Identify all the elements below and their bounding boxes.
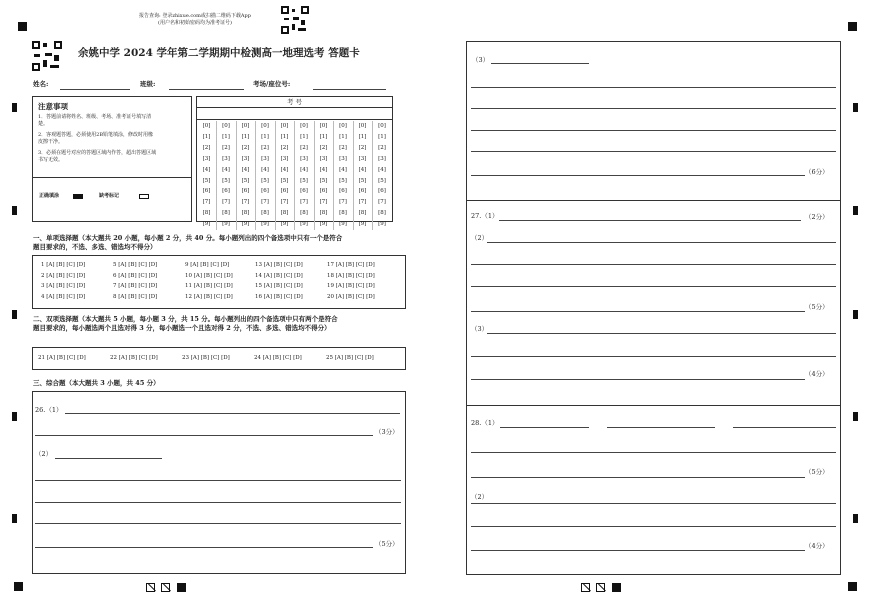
- answer-line[interactable]: [65, 413, 400, 414]
- digit-bubble[interactable]: [2]: [358, 144, 367, 151]
- digit-bubble[interactable]: [8]: [261, 210, 269, 217]
- digit-bubble[interactable]: [7]: [222, 199, 230, 206]
- digit-bubble[interactable]: [0]: [300, 123, 308, 129]
- answer-line[interactable]: [471, 108, 836, 109]
- digit-bubble[interactable]: [9]: [358, 221, 367, 228]
- digit-bubble[interactable]: [0]: [319, 123, 328, 129]
- digit-bubble[interactable]: [1]: [222, 133, 230, 140]
- answer-line[interactable]: [471, 477, 805, 478]
- answer-line[interactable]: [471, 286, 836, 287]
- section3-title: 三、综合题（本大题共 3 小题，共 45 分）: [33, 379, 160, 387]
- score-label: （5分）: [805, 468, 829, 476]
- digit-bubble[interactable]: [2]: [280, 144, 289, 151]
- exam-number-column: [353, 121, 373, 230]
- exam-number-column: [197, 121, 217, 230]
- digit-bubble[interactable]: [1]: [378, 133, 386, 140]
- exam-number-column: [334, 121, 354, 230]
- digit-bubble[interactable]: [6]: [222, 188, 230, 195]
- digit-bubble[interactable]: [1]: [241, 133, 250, 140]
- choice-item[interactable]: 2 [A] [B] [C] [D]: [41, 272, 86, 279]
- digit-bubble[interactable]: [4]: [202, 166, 211, 173]
- digit-bubble[interactable]: [3]: [241, 155, 250, 162]
- class-label: 班级:: [140, 80, 156, 88]
- digit-bubble[interactable]: [5]: [378, 177, 386, 184]
- choice-item[interactable]: 13 [A] [B] [C] [D]: [255, 262, 303, 268]
- section1-answer-box: [32, 255, 406, 309]
- q26-answer-box: [32, 391, 406, 574]
- class-field[interactable]: [169, 89, 244, 90]
- score-label: （5分）: [375, 540, 399, 548]
- digit-bubble[interactable]: [0]: [261, 123, 269, 129]
- exam-number-column: [236, 121, 256, 230]
- digit-bubble[interactable]: [8]: [378, 210, 386, 217]
- digit-bubble[interactable]: [9]: [300, 221, 308, 228]
- digit-bubble[interactable]: [4]: [261, 166, 269, 173]
- digit-bubble[interactable]: [2]: [339, 144, 347, 151]
- digit-bubble[interactable]: [6]: [300, 188, 308, 195]
- answer-line[interactable]: [491, 63, 589, 64]
- score-label: （5分）: [805, 303, 829, 311]
- absent-mark-label: 缺考标记: [99, 193, 120, 199]
- digit-bubble[interactable]: [6]: [280, 188, 289, 195]
- answer-line[interactable]: [499, 220, 801, 221]
- digit-bubble[interactable]: [9]: [378, 221, 386, 228]
- choice-item[interactable]: 16 [A] [B] [C] [D]: [255, 293, 303, 300]
- digit-bubble[interactable]: [9]: [241, 221, 250, 228]
- exam-number-column: [256, 121, 276, 230]
- digit-bubble[interactable]: [7]: [300, 199, 308, 206]
- exam-number-column: [373, 121, 392, 230]
- digit-bubble[interactable]: [5]: [241, 177, 250, 184]
- choice-item[interactable]: 1 [A] [B] [C] [D]: [41, 262, 86, 268]
- digit-bubble[interactable]: [8]: [300, 210, 308, 217]
- digit-bubble[interactable]: [8]: [339, 210, 347, 217]
- timing-mark: [12, 412, 17, 421]
- digit-bubble[interactable]: [5]: [261, 177, 269, 184]
- section1-title: 一、单项选择题（本大题共 20 小题，每小题 2 分，共 40 分。每小题列出的四个备选项中只有一个是符合 题目要求的，不选、多选、错选均不得分）: [33, 234, 343, 251]
- digit-bubble[interactable]: [7]: [241, 199, 250, 206]
- q27-part2-label: （2）: [471, 234, 489, 242]
- choice-item[interactable]: 11 [A] [B] [C] [D]: [185, 283, 233, 289]
- answer-line[interactable]: [471, 130, 836, 131]
- qr-code-icon: [281, 6, 309, 34]
- answer-line[interactable]: [35, 547, 373, 548]
- digit-bubble[interactable]: [0]: [378, 123, 386, 129]
- answer-line[interactable]: [471, 503, 836, 504]
- digit-bubble[interactable]: [9]: [319, 221, 328, 228]
- page-mark: [177, 583, 186, 592]
- choice-item[interactable]: 23 [A] [B] [C] [D]: [182, 355, 230, 361]
- digit-bubble[interactable]: [7]: [261, 199, 269, 206]
- exam-number-column: [275, 121, 295, 230]
- q26-part3-label: （3）: [472, 56, 490, 64]
- answer-line[interactable]: [471, 550, 805, 551]
- digit-bubble[interactable]: [2]: [319, 144, 328, 151]
- choice-item[interactable]: 18 [A] [B] [C] [D]: [327, 272, 375, 279]
- answer-line[interactable]: [471, 526, 836, 527]
- timing-mark: [848, 22, 857, 31]
- page-mark: [612, 583, 621, 592]
- notes-item: 2．客观题答题，必须使用2B铅笔填涂，修改时用橡皮擦干净。: [38, 132, 154, 145]
- digit-bubble[interactable]: [1]: [319, 133, 328, 140]
- digit-bubble[interactable]: [3]: [222, 155, 230, 162]
- digit-bubble[interactable]: [5]: [222, 177, 230, 184]
- digit-bubble[interactable]: [1]: [261, 133, 269, 140]
- digit-bubble[interactable]: [0]: [202, 123, 211, 129]
- digit-bubble[interactable]: [5]: [202, 177, 211, 184]
- name-label: 姓名:: [33, 80, 49, 88]
- page-title: 余姚中学 2024 学年第二学期期中检测高一地理选考 答题卡: [78, 47, 360, 59]
- digit-bubble[interactable]: [6]: [261, 188, 269, 195]
- digit-bubble[interactable]: [1]: [202, 133, 211, 140]
- q26-part2-label: （2）: [35, 450, 53, 458]
- answer-line[interactable]: [500, 427, 589, 428]
- digit-bubble[interactable]: [0]: [339, 123, 347, 129]
- score-label: （2分）: [805, 213, 829, 221]
- digit-bubble[interactable]: [5]: [300, 177, 308, 184]
- answer-line[interactable]: [55, 458, 162, 459]
- digit-bubble[interactable]: [3]: [378, 155, 386, 162]
- digit-bubble[interactable]: [5]: [319, 177, 328, 184]
- choice-item[interactable]: 14 [A] [B] [C] [D]: [255, 272, 303, 279]
- report-notice: 报告查询: 登录zhixue.com或扫描二维码下载App (用户名和初始密码均为准考证号): [139, 13, 251, 26]
- digit-bubble[interactable]: [1]: [339, 133, 347, 140]
- answer-line[interactable]: [471, 175, 805, 176]
- answer-line[interactable]: [471, 151, 836, 152]
- notes-item: 1．答题前请将姓名、班级、考场、准考证号填写清楚。: [38, 114, 152, 127]
- digit-bubble[interactable]: [3]: [280, 155, 289, 162]
- digit-bubble[interactable]: [7]: [319, 199, 328, 206]
- digit-bubble[interactable]: [4]: [300, 166, 308, 173]
- digit-bubble[interactable]: [1]: [300, 133, 308, 140]
- digit-bubble[interactable]: [5]: [358, 177, 367, 184]
- digit-bubble[interactable]: [0]: [280, 123, 289, 129]
- choice-item[interactable]: 3 [A] [B] [C] [D]: [41, 283, 86, 289]
- digit-bubble[interactable]: [8]: [319, 210, 328, 217]
- seat-label: 考场/座位号:: [253, 80, 291, 88]
- choice-item[interactable]: 5 [A] [B] [C] [D]: [113, 262, 158, 268]
- digit-bubble[interactable]: [6]: [319, 188, 328, 195]
- choice-item[interactable]: 7 [A] [B] [C] [D]: [113, 283, 158, 289]
- timing-mark: [12, 310, 17, 319]
- digit-bubble[interactable]: [4]: [319, 166, 328, 173]
- q27-label: 27.（1）: [471, 212, 499, 220]
- answer-line[interactable]: [471, 356, 836, 357]
- answer-line[interactable]: [733, 427, 836, 428]
- section2-answer-box: [32, 347, 406, 370]
- digit-bubble[interactable]: [3]: [358, 155, 367, 162]
- timing-mark: [853, 103, 858, 112]
- digit-bubble[interactable]: [2]: [261, 144, 269, 151]
- answer-line[interactable]: [607, 427, 715, 428]
- choice-item[interactable]: 19 [A] [B] [C] [D]: [327, 283, 375, 289]
- digit-bubble[interactable]: [3]: [339, 155, 347, 162]
- digit-bubble[interactable]: [8]: [358, 210, 367, 217]
- digit-bubble[interactable]: [8]: [202, 210, 211, 217]
- digit-bubble[interactable]: [3]: [202, 155, 211, 162]
- choice-item[interactable]: 17 [A] [B] [C] [D]: [327, 262, 375, 268]
- digit-bubble[interactable]: [2]: [241, 144, 250, 151]
- digit-bubble[interactable]: [1]: [358, 133, 367, 140]
- digit-bubble[interactable]: [8]: [280, 210, 289, 217]
- digit-bubble[interactable]: [0]: [358, 123, 367, 129]
- digit-bubble[interactable]: [6]: [339, 188, 347, 195]
- choice-item[interactable]: 10 [A] [B] [C] [D]: [185, 272, 233, 279]
- digit-bubble[interactable]: [6]: [241, 188, 250, 195]
- digit-bubble[interactable]: [0]: [241, 123, 250, 129]
- answer-line[interactable]: [471, 452, 836, 453]
- score-label: （4分）: [805, 370, 829, 378]
- digit-bubble[interactable]: [2]: [202, 144, 211, 151]
- digit-bubble[interactable]: [4]: [241, 166, 250, 173]
- exam-number-grid: [196, 96, 393, 228]
- answer-line[interactable]: [471, 87, 836, 88]
- answer-line[interactable]: [35, 480, 401, 481]
- score-label: （3分）: [375, 428, 399, 436]
- notes-title: 注意事项: [38, 102, 68, 111]
- digit-bubble[interactable]: [5]: [339, 177, 347, 184]
- choice-item[interactable]: 15 [A] [B] [C] [D]: [255, 283, 303, 289]
- page-mark: [581, 583, 590, 592]
- answer-line[interactable]: [471, 311, 805, 312]
- digit-bubble[interactable]: [5]: [280, 177, 289, 184]
- digit-bubble[interactable]: [7]: [358, 199, 367, 206]
- answer-line[interactable]: [487, 242, 836, 243]
- digit-bubble[interactable]: [9]: [261, 221, 269, 228]
- absent-mark-checkbox[interactable]: [139, 194, 149, 199]
- timing-mark: [18, 22, 27, 31]
- digit-bubble[interactable]: [7]: [280, 199, 289, 206]
- right-column-box: [466, 41, 841, 575]
- q27-part3-label: （3）: [471, 325, 489, 333]
- answer-line[interactable]: [471, 264, 836, 265]
- digit-bubble[interactable]: [3]: [319, 155, 328, 162]
- choice-item[interactable]: 25 [A] [B] [C] [D]: [326, 355, 374, 361]
- timing-mark: [12, 514, 17, 523]
- answer-line[interactable]: [35, 523, 401, 524]
- exam-number-column: [314, 121, 334, 230]
- timing-mark: [853, 412, 858, 421]
- timing-mark: [853, 514, 858, 523]
- digit-bubble[interactable]: [9]: [222, 221, 230, 228]
- exam-number-column: [295, 121, 315, 230]
- timing-mark: [12, 206, 17, 215]
- digit-bubble[interactable]: [2]: [222, 144, 230, 151]
- correct-fill-label: 正确填涂: [39, 193, 60, 199]
- digit-bubble[interactable]: [4]: [222, 166, 230, 173]
- score-label: （6分）: [805, 168, 829, 176]
- choice-item[interactable]: 8 [A] [B] [C] [D]: [113, 293, 158, 300]
- digit-bubble[interactable]: [0]: [222, 123, 230, 129]
- digit-bubble[interactable]: [6]: [202, 188, 211, 195]
- correct-fill-sample-icon: [73, 194, 83, 199]
- notes-box: [32, 96, 192, 222]
- digit-bubble[interactable]: [1]: [280, 133, 289, 140]
- answer-line[interactable]: [35, 502, 401, 503]
- digit-bubble[interactable]: [6]: [378, 188, 386, 195]
- digit-bubble[interactable]: [4]: [378, 166, 386, 173]
- timing-mark: [12, 103, 17, 112]
- notes-item: 3．必须在题号对应的答题区域内作答，超出答题区域书写无效。: [38, 150, 157, 163]
- digit-bubble[interactable]: [9]: [202, 221, 211, 228]
- choice-item[interactable]: 4 [A] [B] [C] [D]: [41, 293, 86, 300]
- name-field[interactable]: [60, 89, 130, 90]
- digit-bubble[interactable]: [2]: [300, 144, 308, 151]
- page-mark: [161, 583, 170, 592]
- timing-mark: [853, 310, 858, 319]
- digit-bubble[interactable]: [7]: [339, 199, 347, 206]
- digit-bubble[interactable]: [2]: [378, 144, 386, 151]
- digit-bubble[interactable]: [4]: [280, 166, 289, 173]
- digit-bubble[interactable]: [9]: [280, 221, 289, 228]
- digit-bubble[interactable]: [7]: [378, 199, 386, 206]
- digit-bubble[interactable]: [9]: [339, 221, 347, 228]
- timing-mark: [14, 582, 23, 591]
- timing-mark: [853, 206, 858, 215]
- q28-label: 28.（1）: [471, 419, 499, 427]
- choice-item[interactable]: 24 [A] [B] [C] [D]: [254, 355, 302, 361]
- page-mark: [146, 583, 155, 592]
- choice-item[interactable]: 9 [A] [B] [C] [D]: [185, 262, 230, 268]
- answer-line[interactable]: [487, 333, 836, 334]
- choice-item[interactable]: 22 [A] [B] [C] [D]: [110, 355, 158, 361]
- choice-item[interactable]: 12 [A] [B] [C] [D]: [185, 293, 233, 300]
- qr-code-icon: [32, 41, 62, 71]
- exam-number-column: [217, 121, 237, 230]
- q28-part2-label: （2）: [471, 493, 489, 501]
- timing-mark: [848, 582, 857, 591]
- section2-title: 二、双项选择题（本大题共 5 小题，每小题 3 分，共 15 分。每小题列出的四个备选项中只有两个是符合 题目要求的，每小题选两个且选对得 3 分，每小题选一个且选对得 2 分，不选、多选、错选均不得分）: [33, 315, 338, 332]
- digit-bubble[interactable]: [7]: [202, 199, 211, 206]
- seat-field[interactable]: [313, 89, 386, 90]
- digit-bubble[interactable]: [8]: [222, 210, 230, 217]
- digit-bubble[interactable]: [4]: [358, 166, 367, 173]
- q26-label: 26.（1）: [35, 406, 63, 414]
- digit-bubble[interactable]: [4]: [339, 166, 347, 173]
- digit-bubble[interactable]: [3]: [261, 155, 269, 162]
- exam-number-label: 考 号: [197, 97, 392, 108]
- digit-bubble[interactable]: [8]: [241, 210, 250, 217]
- choice-item[interactable]: 20 [A] [B] [C] [D]: [327, 293, 375, 300]
- choice-item[interactable]: 6 [A] [B] [C] [D]: [113, 272, 158, 279]
- digit-bubble[interactable]: [3]: [300, 155, 308, 162]
- page-mark: [596, 583, 605, 592]
- choice-item[interactable]: 21 [A] [B] [C] [D]: [38, 355, 86, 361]
- score-label: （4分）: [805, 542, 829, 550]
- answer-line[interactable]: [35, 435, 373, 436]
- answer-line[interactable]: [471, 379, 805, 380]
- digit-bubble[interactable]: [6]: [358, 188, 367, 195]
